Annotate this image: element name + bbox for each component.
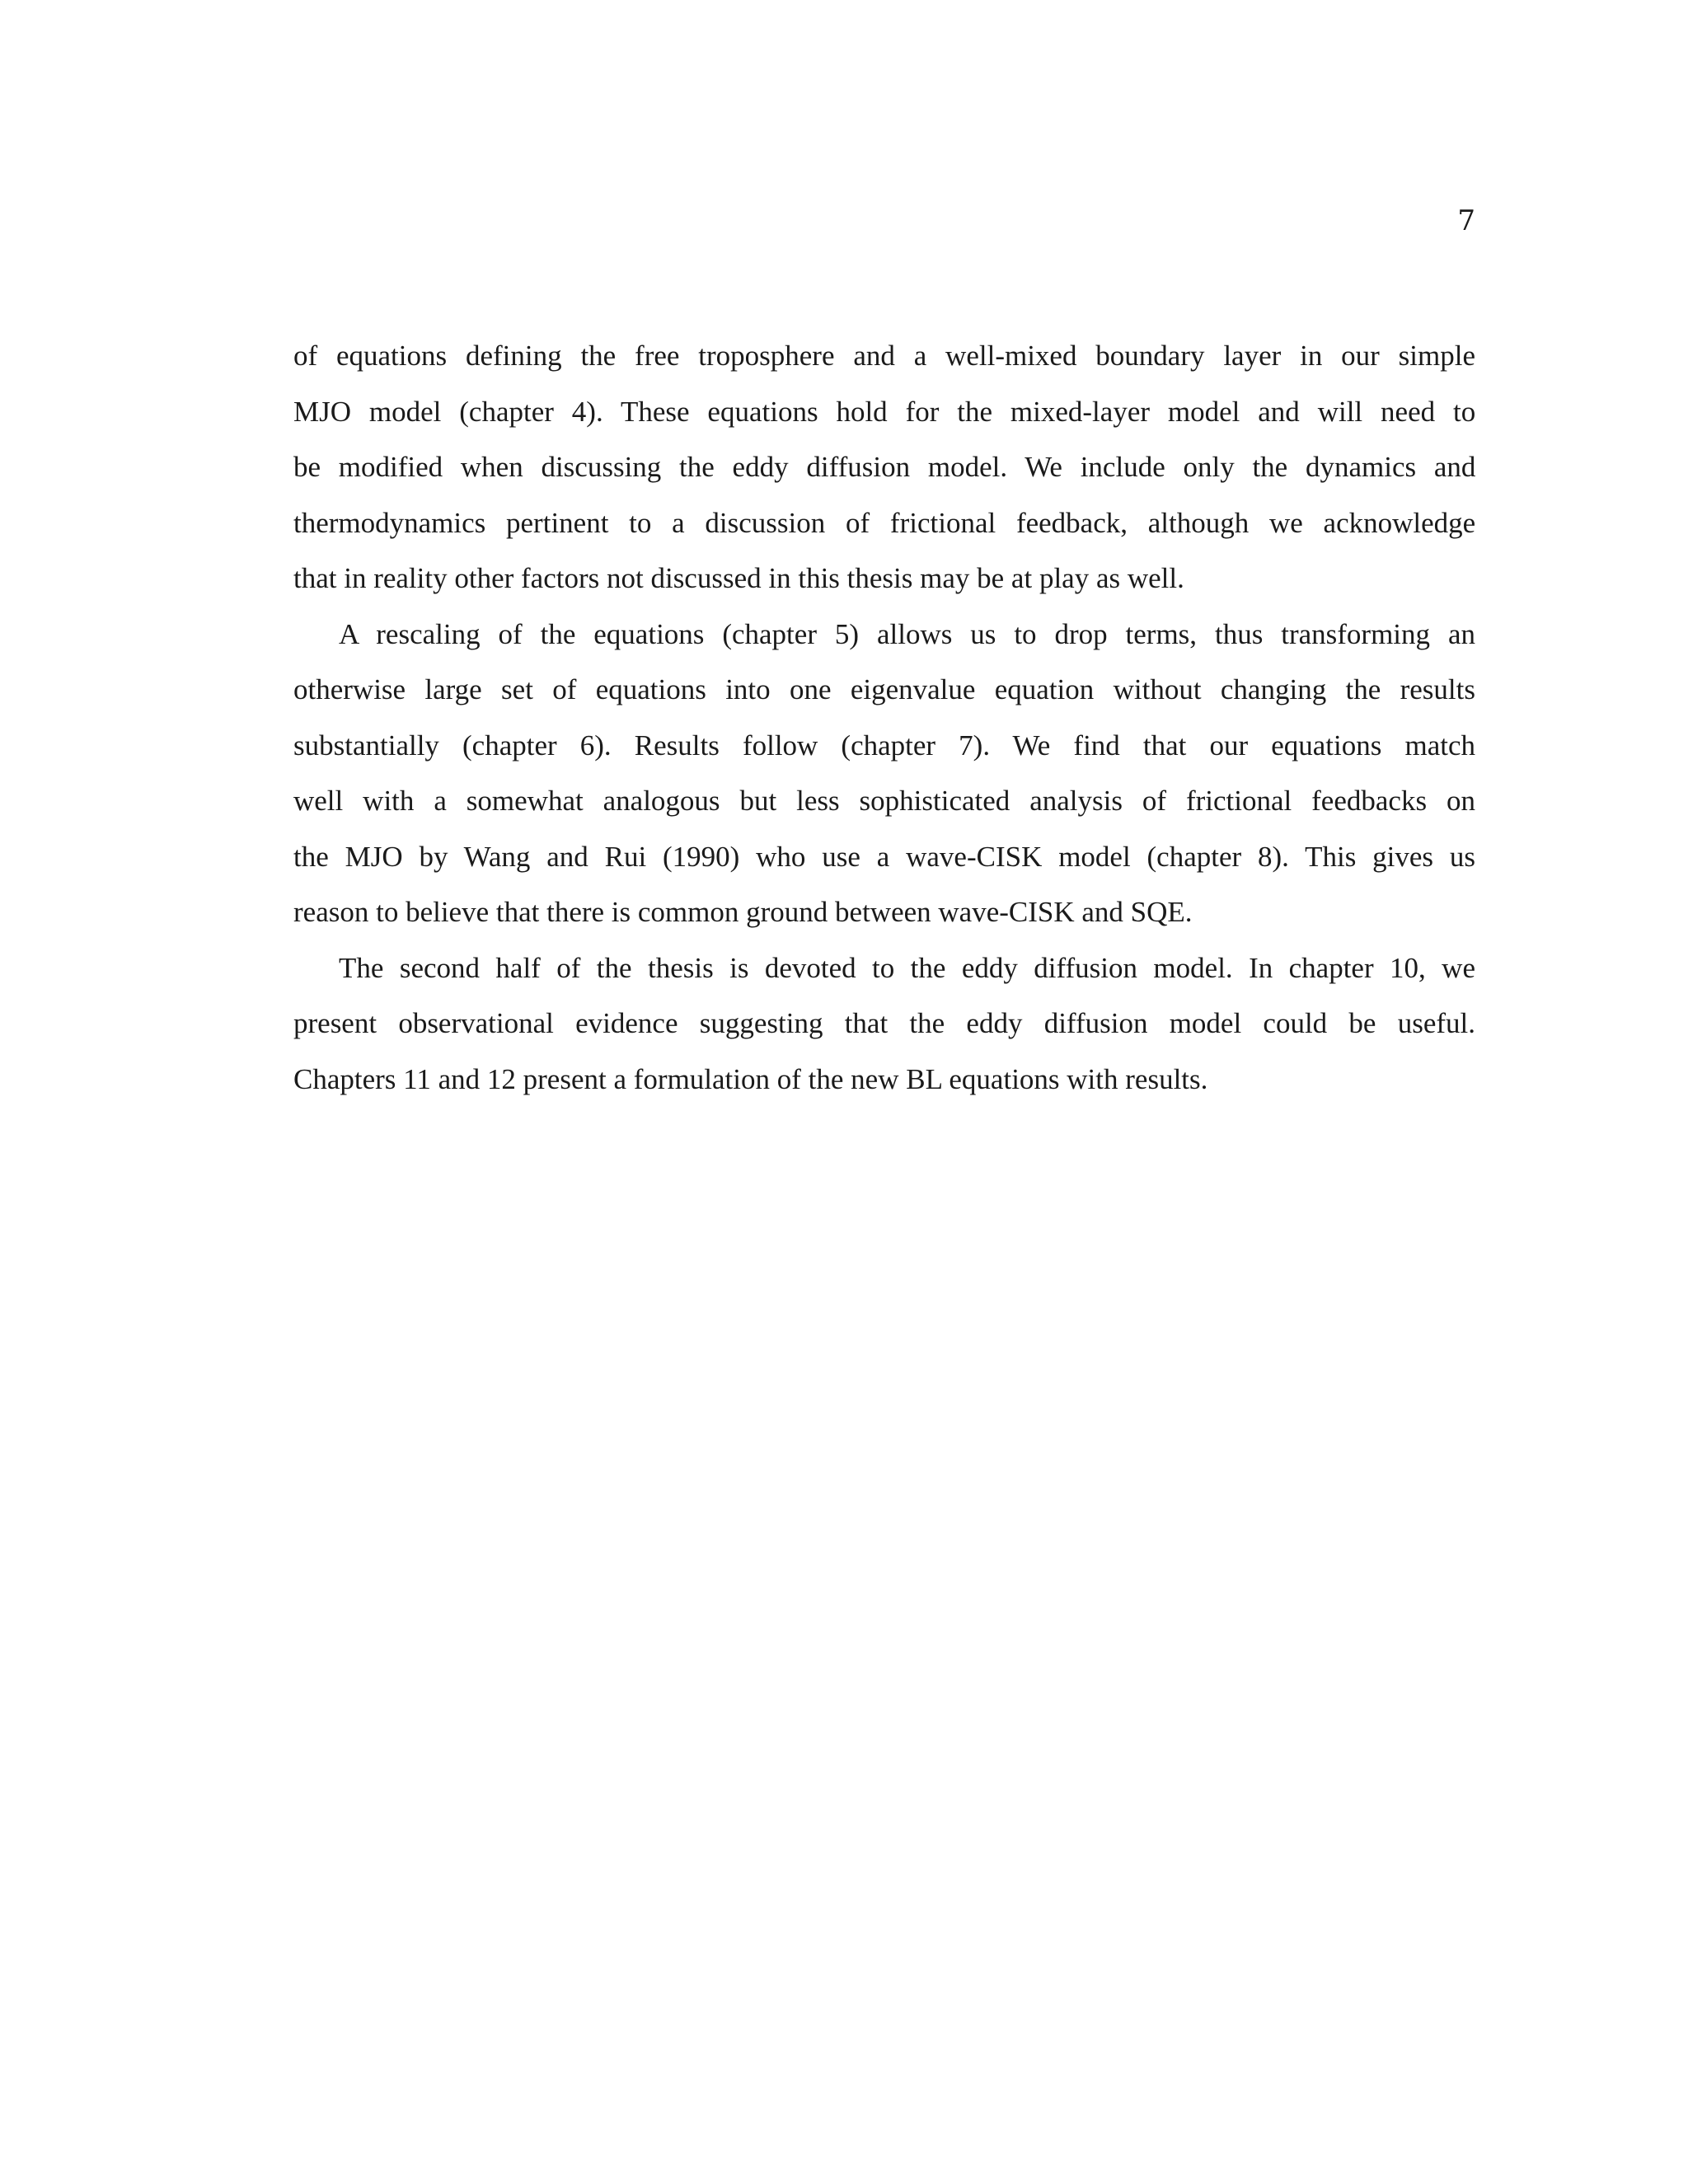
paragraph-3-line-1: The second half of the thesis is devoted to the eddy diffusion model. In chapter 10, we (339, 951, 1475, 984)
paragraph-1 (293, 328, 1475, 607)
paragraph-1-line-3: be modified when discussing the eddy diffusion model. We include only the dynamics and (293, 451, 1476, 483)
paragraph-2-line-1: A rescaling of the equations (chapter 5) allows us to drop terms, thus transforming an (339, 617, 1475, 650)
paragraph-2-line-5: the MJO by Wang and Rui (1990) who use a wave-CISK model (chapter 8). This gives us (293, 840, 1475, 873)
paragraph-1-line-2: MJO model (chapter 4). These equations hold for the mixed-layer model and will need to (293, 395, 1476, 428)
paragraph-1-line-1: of equations defining the free troposphere and a well-mixed boundary layer in our simple (293, 340, 1475, 372)
paragraph-2-line-4: well with a somewhat analogous but less sophisticated analysis of frictional feedbacks on (293, 785, 1475, 817)
paragraph-3-line-3: Chapters 11 and 12 present a formulation of the new BL equations with results. (293, 1062, 1208, 1095)
body-text (293, 328, 1475, 1107)
paragraph-1-line-5: that in reality other factors not discussed in this thesis may be at play as well. (293, 562, 1184, 594)
paragraph-2-line-3: substantially (chapter 6). Results follow (chapter 7). We find that our equations match (293, 729, 1475, 762)
paragraph-2 (293, 607, 1475, 940)
paragraph-3 (293, 940, 1475, 1108)
paragraph-2-line-6: reason to believe that there is common ground between wave-CISK and SQE. (293, 896, 1193, 928)
page-number: 7 (1457, 204, 1475, 237)
paragraph-2-line-2: otherwise large set of equations into one eigenvalue equation without changing the results (293, 673, 1475, 705)
paragraph-1-line-4: thermodynamics pertinent to a discussion of frictional feedback, although we acknowledge (293, 506, 1476, 539)
paragraph-3-line-2: present observational evidence suggesting that the eddy diffusion model could be useful. (293, 1007, 1475, 1039)
